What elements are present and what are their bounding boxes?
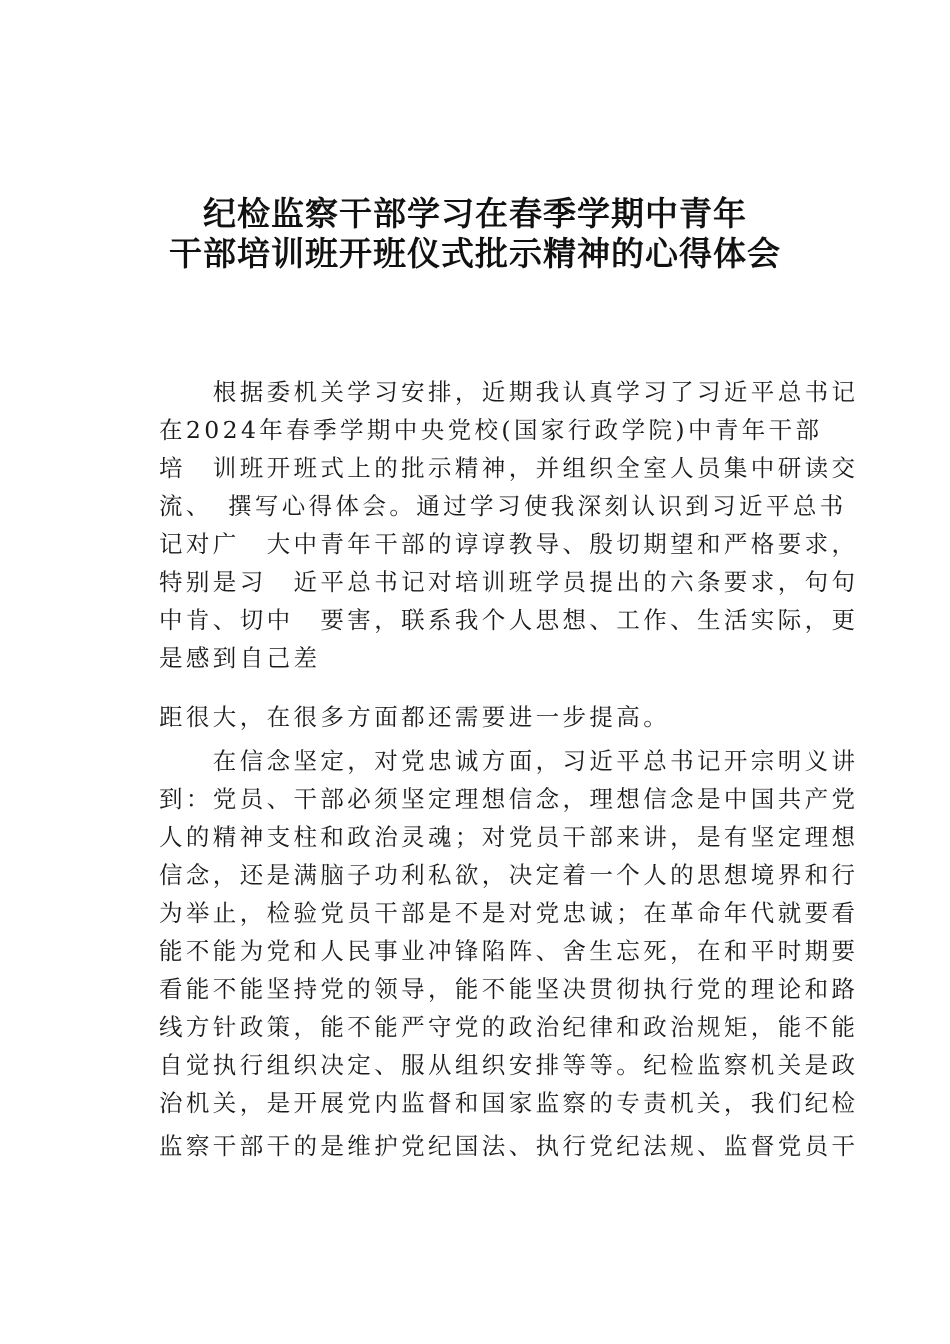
body-line: 人的精神支柱和政治灵魂；对党员干部来讲，是有坚定理想: [159, 823, 859, 851]
body-line: 线方针政策，能不能严守党的政治纪律和政治规矩，能不能: [159, 1013, 859, 1041]
body-line: 到：党员、干部必须坚定理想信念，理想信念是中国共产党: [159, 785, 859, 813]
document-title-line-2: 干部培训班开班仪式批示精神的心得体会: [169, 234, 781, 273]
body-line: 在信念坚定，对党忠诚方面，习近平总书记开宗明义讲: [159, 747, 859, 775]
body-line: 根据委机关学习安排，近期我认真学习了习近平总书记: [159, 378, 859, 406]
body-line: 流、 撰写心得体会。通过学习使我深刻认识到习近平总书: [159, 492, 847, 520]
body-line: 治机关，是开展党内监督和国家监察的专责机关，我们纪检: [159, 1089, 859, 1117]
body-line: 记对广 大中青年干部的谆谆教导、殷切期望和严格要求，: [159, 530, 859, 558]
document-title-line-1: 纪检监察干部学习在春季学期中青年: [203, 194, 747, 233]
body-line: 培 训班开班式上的批示精神，并组织全室人员集中研读交: [159, 454, 859, 482]
body-line: 距很大，在很多方面都还需要进一步提高。: [159, 703, 671, 731]
body-line: 在2024年春季学期中央党校(国家行政学院)中青年干部: [159, 416, 823, 444]
body-line: 监察干部干的是维护党纪国法、执行党纪法规、监督党员干: [159, 1132, 859, 1160]
body-line: 中肯、切中 要害，联系我个人思想、工作、生活实际，更: [159, 606, 859, 634]
body-line: 特别是习 近平总书记对培训班学员提出的六条要求，句句: [159, 568, 859, 596]
body-line: 能不能为党和人民事业冲锋陷阵、舍生忘死，在和平时期要: [159, 937, 859, 965]
body-line: 自觉执行组织决定、服从组织安排等等。纪检监察机关是政: [159, 1051, 859, 1079]
body-line: 是感到自己差: [159, 644, 321, 672]
body-line: 信念，还是满脑子功利私欲，决定着一个人的思想境界和行: [159, 861, 859, 889]
body-line: 为举止，检验党员干部是不是对党忠诚；在革命年代就要看: [159, 899, 859, 927]
body-line: 看能不能坚持党的领导，能不能坚决贯彻执行党的理论和路: [159, 975, 859, 1003]
